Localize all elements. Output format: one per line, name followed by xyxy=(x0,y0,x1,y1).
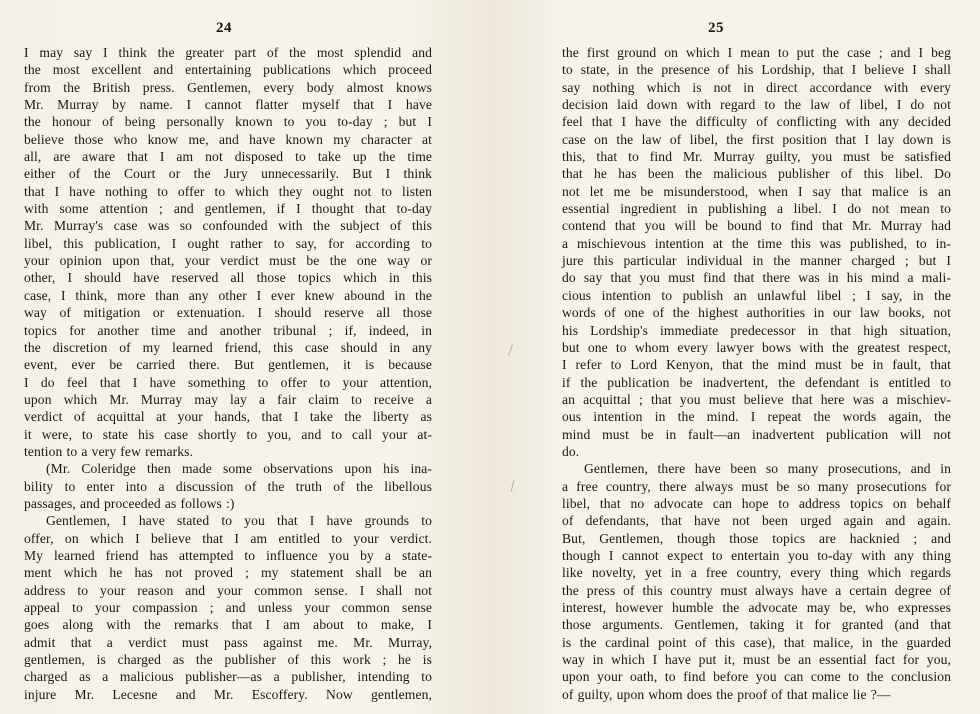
text-line: mind must be in fault—an inadvertent publication will not xyxy=(562,426,951,442)
margin-mark xyxy=(510,480,514,492)
text-line: this, that to find Mr. Murray guilty, you must be satisfied xyxy=(562,149,951,165)
text-line: essential ingredient in publishing a libel. I do not mean to xyxy=(562,201,951,217)
text-line: But, Gentlemen, though those topics are hacknied ; and xyxy=(562,530,951,546)
text-line: way in which I have put it, must be an essential fact for you, xyxy=(562,652,951,668)
text-line: I refer to Lord Kenyon, that the mind must be in fault, that xyxy=(562,357,951,373)
text-line: of guilty, upon whom does the proof of that malice lie ?— xyxy=(562,686,891,702)
text-line: other, I should have reserved all those topics which in this xyxy=(24,270,432,286)
text-line: event, ever be carried there. But gentlemen, it is because xyxy=(24,357,432,373)
margin-mark xyxy=(508,344,513,356)
text-line: Mr. Murray by name. I cannot flatter myself that I have xyxy=(24,97,432,113)
text-line: his Lordship's immediate predecessor in that high situation, xyxy=(562,322,951,338)
text-line: bility to enter into a discussion of the truth of the libellous xyxy=(24,478,432,494)
text-line: the press of this country must always have a certain degree of xyxy=(562,582,951,598)
page-number-right: 25 xyxy=(708,20,724,36)
text-line: that he has been the malicious publisher of this libel. Do xyxy=(562,166,951,182)
text-line: not let me be misunderstood, when I say that malice is an xyxy=(562,183,951,199)
text-line: passages, and proceeded as follows :) xyxy=(24,495,235,511)
text-line: all, are aware that I am not disposed to take up the time xyxy=(24,149,432,165)
text-line: like novelty, yet in a free country, every thing which regards xyxy=(562,565,951,581)
text-line: the first ground on which I mean to put the case ; and I beg xyxy=(562,45,951,60)
text-line: to state, in the presence of his Lordship, that I believe I shall xyxy=(562,62,951,78)
text-line: feel that I have the difficulty of conflicting with any decided xyxy=(562,114,951,130)
left-page-text xyxy=(24,44,432,703)
text-line: upon which Mr. Murray may lay a fair claim to receive a xyxy=(24,391,432,407)
text-line: I may say I think the greater part of the most splendid and xyxy=(24,45,432,60)
text-line: that I have nothing to offer to which they ought not to listen xyxy=(24,183,432,199)
text-line: do say that you must find that there was in his mind a mali- xyxy=(562,270,951,286)
text-line: ment which he has not proved ; my statement shall be an xyxy=(24,565,432,581)
text-line: those arguments. Gentlemen, taking it for granted (and that xyxy=(562,617,951,633)
text-line: with some attention ; and gentlemen, if I thought that to-day xyxy=(24,201,432,217)
text-line: interest, however humble the advocate may be, who expresses xyxy=(562,600,951,615)
text-line: jure this particular individual in the manner charged ; but I xyxy=(562,253,951,269)
text-line: charged as a malicious publisher—as a publisher, intending to xyxy=(24,669,432,685)
text-line: but one to whom every lawyer bows with the greatest respect, xyxy=(562,339,951,355)
text-line: ous intention in the mind. I repeat the words again, the xyxy=(562,409,951,425)
text-line: a mischievous intention at the time this was published, to in- xyxy=(562,235,951,251)
text-line: believe those who know me, and have known my character at xyxy=(24,131,432,147)
text-line: case on the law of libel, the first position that I lay down is xyxy=(562,131,951,147)
text-line: address to your reason and your common sense. I shall not xyxy=(24,582,432,598)
text-line: Mr. Murray's case was so confounded with the subject of this xyxy=(24,218,432,234)
text-line: appeal to your compassion ; and unless your common sense xyxy=(24,600,432,615)
text-line: if the publication be inadvertent, the defendant is entitled to xyxy=(562,374,951,390)
text-line: the discretion of my learned friend, this case should in any xyxy=(24,339,432,355)
text-line: though I cannot expect to entertain you to-day with any thing xyxy=(562,547,951,563)
text-line: from the British press. Gentlemen, every body almost knows xyxy=(24,79,432,95)
text-line: an acquittal ; that you must believe that here was a mischiev- xyxy=(562,391,951,407)
text-line: the most excellent and entertaining publications which proceed xyxy=(24,62,432,78)
text-line: I do feel that I have something to offer to your attention, xyxy=(24,374,432,390)
text-line: is the cardinal point of this case), that malice, in the guarded xyxy=(562,634,951,650)
text-line: libel, that no advocate can hope to address topics on behalf xyxy=(562,495,951,511)
text-line: My learned friend has attempted to influence you by a state- xyxy=(24,547,432,563)
text-line: (Mr. Coleridge then made some observations upon his ina- xyxy=(46,461,432,477)
text-line: contend that you will be bound to find that Mr. Murray had xyxy=(562,218,951,234)
text-line: either of the Court or the Jury unnecessarily. But I think xyxy=(24,166,432,182)
text-line: a free country, there always must be so many prosecutions for xyxy=(562,478,951,494)
text-line: case, I think, more than any other I ever knew abound in the xyxy=(24,287,432,303)
text-line: goes along with the remarks that I am about to make, I xyxy=(24,617,432,633)
right-page xyxy=(490,0,980,714)
text-line: cious intention to publish an unlawful libel ; I say, in the xyxy=(562,287,951,303)
text-line: admit that a verdict must pass against me. Mr. Murray, xyxy=(24,634,432,650)
text-line: injure Mr. Lecesne and Mr. Escoffery. Now gentlemen, xyxy=(24,686,432,702)
page-number-left: 24 xyxy=(216,20,232,36)
text-line: tention to a very few remarks. xyxy=(24,443,194,459)
text-line: decision laid down with regard to the law of libel, I do not xyxy=(562,97,951,113)
text-line: do. xyxy=(562,443,580,459)
text-line: gentlemen, is charged as the publisher of this work ; he is xyxy=(24,652,432,668)
text-line: libel, this publication, I ought rather to say, for according to xyxy=(24,235,432,251)
text-line: Gentlemen, I have stated to you that I have grounds to xyxy=(46,513,432,529)
text-line: the honour of being personally known to you to-day ; but I xyxy=(24,114,432,130)
text-line: upon your oath, to find before you can come to the conclusion xyxy=(562,669,951,685)
text-line: offer, on which I believe that I am entitled to your verdict. xyxy=(24,530,432,546)
text-line: Gentlemen, there have been so many prosecutions, and in xyxy=(584,461,951,477)
text-line: verdict of acquittal at your hands, that I take the liberty as xyxy=(24,409,432,425)
text-line: words of one of the highest authorities in our law books, not xyxy=(562,305,951,321)
text-line: way of mitigation or extenuation. I should reserve all those xyxy=(24,305,432,321)
text-line: say nothing which is not in direct accordance with every xyxy=(562,79,951,95)
right-page-text xyxy=(562,44,951,703)
text-line: of defendants, that have not been urged again and again. xyxy=(562,513,951,529)
text-line: topics for another time and another tribunal ; if, indeed, in xyxy=(24,322,432,338)
text-line: it were, to state his case shortly to you, and to call your at- xyxy=(24,426,432,442)
text-line: your opinion upon that, your verdict must be the one way or xyxy=(24,253,432,269)
